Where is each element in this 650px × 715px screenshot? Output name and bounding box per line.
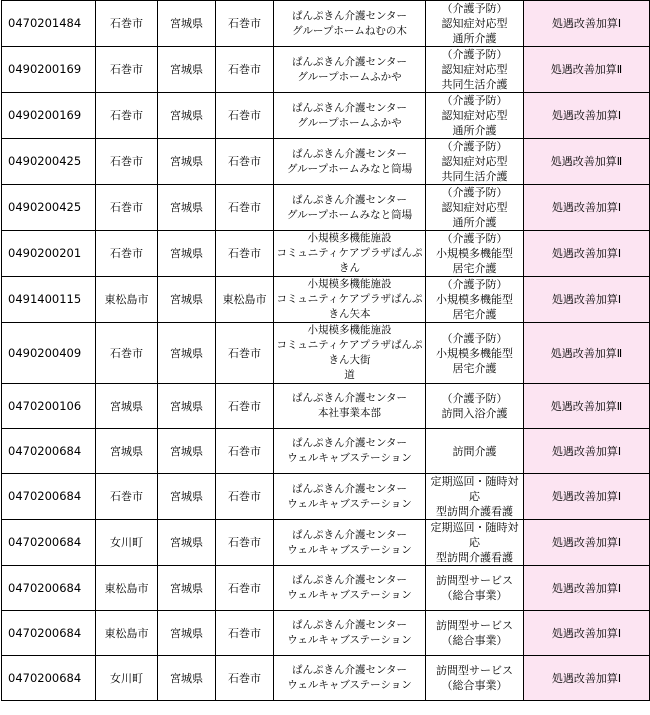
addon-cell: 処遇改善加算Ⅰ	[524, 429, 650, 474]
office-code-cell: 0490200201	[2, 231, 96, 277]
prefecture-cell: 宮城県	[158, 429, 216, 474]
facility-name-cell: ぱんぷきん介護センター ウェルキャブステーション	[274, 520, 426, 566]
addon-cell: 処遇改善加算Ⅰ	[524, 93, 650, 139]
table-row	[2, 139, 650, 185]
facility-name-cell: ぱんぷきん介護センター ウェルキャブステーション	[274, 429, 426, 474]
office-code-cell: 0490200425	[2, 185, 96, 231]
service-type-cell: （介護予防） 小規模多機能型 居宅介護	[426, 231, 524, 277]
service-area-cell: 女川町	[96, 520, 158, 566]
city-cell: 石巻市	[216, 47, 274, 93]
table-row	[2, 474, 650, 520]
facility-name-cell: ぱんぷきん介護センター グループホームみなと筒場	[274, 185, 426, 231]
service-type-cell: （介護予防） 認知症対応型 共同生活介護	[426, 139, 524, 185]
prefecture-cell: 宮城県	[158, 93, 216, 139]
service-type-cell: （介護予防） 認知症対応型 通所介護	[426, 93, 524, 139]
service-type-cell: （介護予防） 認知症対応型 共同生活介護	[426, 47, 524, 93]
service-type-cell: 定期巡回・随時対応 型訪問介護看護	[426, 474, 524, 520]
service-area-cell: 宮城県	[96, 429, 158, 474]
office-code-cell: 0470200684	[2, 520, 96, 566]
office-code-cell: 0490200409	[2, 323, 96, 384]
service-area-cell: 東松島市	[96, 277, 158, 323]
table-row	[2, 185, 650, 231]
service-area-cell: 石巻市	[96, 139, 158, 185]
city-cell: 石巻市	[216, 93, 274, 139]
addon-cell: 処遇改善加算Ⅰ	[524, 656, 650, 701]
service-type-cell: 訪問型サービス （総合事業）	[426, 611, 524, 656]
city-cell: 東松島市	[216, 277, 274, 323]
city-cell: 石巻市	[216, 474, 274, 520]
facility-name-cell: ぱんぷきん介護センター グループホームふかや	[274, 47, 426, 93]
city-cell: 石巻市	[216, 520, 274, 566]
table-row	[2, 384, 650, 429]
facility-name-cell: ぱんぷきん介護センター ウェルキャブステーション	[274, 611, 426, 656]
addon-cell: 処遇改善加算Ⅱ	[524, 47, 650, 93]
facility-name-cell: ぱんぷきん介護センター ウェルキャブステーション	[274, 566, 426, 611]
table-row	[2, 277, 650, 323]
addon-cell: 処遇改善加算Ⅰ	[524, 611, 650, 656]
addon-cell: 処遇改善加算Ⅱ	[524, 323, 650, 384]
facility-name-cell: ぱんぷきん介護センター グループホームねむの木	[274, 1, 426, 47]
prefecture-cell: 宮城県	[158, 520, 216, 566]
office-code-cell: 0470200684	[2, 656, 96, 701]
prefecture-cell: 宮城県	[158, 474, 216, 520]
facility-name-cell: ぱんぷきん介護センター 本社事業本部	[274, 384, 426, 429]
prefecture-cell: 宮城県	[158, 47, 216, 93]
table-row	[2, 47, 650, 93]
service-type-cell: （介護予防） 訪問入浴介護	[426, 384, 524, 429]
city-cell: 石巻市	[216, 611, 274, 656]
prefecture-cell: 宮城県	[158, 611, 216, 656]
service-type-cell: （介護予防） 認知症対応型 通所介護	[426, 185, 524, 231]
city-cell: 石巻市	[216, 566, 274, 611]
service-area-cell: 石巻市	[96, 47, 158, 93]
prefecture-cell: 宮城県	[158, 277, 216, 323]
service-type-cell: （介護予防） 小規模多機能型 居宅介護	[426, 277, 524, 323]
city-cell: 石巻市	[216, 323, 274, 384]
office-code-cell: 0490200169	[2, 93, 96, 139]
service-area-cell: 石巻市	[96, 1, 158, 47]
facility-name-cell: 小規模多機能施設 コミュニティケアプラザぱんぷきん	[274, 231, 426, 277]
prefecture-cell: 宮城県	[158, 384, 216, 429]
office-code-cell: 0491400115	[2, 277, 96, 323]
service-area-cell: 石巻市	[96, 185, 158, 231]
table-row	[2, 656, 650, 701]
office-code-cell: 0470200684	[2, 474, 96, 520]
table-row	[2, 1, 650, 47]
service-type-cell: （介護予防） 小規模多機能型 居宅介護	[426, 323, 524, 384]
service-area-cell: 宮城県	[96, 384, 158, 429]
prefecture-cell: 宮城県	[158, 656, 216, 701]
city-cell: 石巻市	[216, 139, 274, 185]
table-row	[2, 93, 650, 139]
prefecture-cell: 宮城県	[158, 139, 216, 185]
city-cell: 石巻市	[216, 1, 274, 47]
service-type-cell: 訪問型サービス （総合事業）	[426, 566, 524, 611]
service-area-cell: 東松島市	[96, 566, 158, 611]
addon-cell: 処遇改善加算Ⅱ	[524, 139, 650, 185]
facility-name-cell: ぱんぷきん介護センター ウェルキャブステーション	[274, 474, 426, 520]
city-cell: 石巻市	[216, 185, 274, 231]
prefecture-cell: 宮城県	[158, 231, 216, 277]
addon-cell: 処遇改善加算Ⅰ	[524, 277, 650, 323]
office-code-cell: 0490200169	[2, 47, 96, 93]
service-area-cell: 女川町	[96, 656, 158, 701]
addon-cell: 処遇改善加算Ⅰ	[524, 520, 650, 566]
office-code-cell: 0470201484	[2, 1, 96, 47]
office-code-cell: 0490200425	[2, 139, 96, 185]
addon-cell: 処遇改善加算Ⅱ	[524, 384, 650, 429]
table-row	[2, 231, 650, 277]
facility-name-cell: 小規模多機能施設 コミュニティケアプラザぱんぷきん矢本	[274, 277, 426, 323]
facility-table	[1, 0, 650, 701]
table-row	[2, 429, 650, 474]
prefecture-cell: 宮城県	[158, 1, 216, 47]
service-type-cell: 定期巡回・随時対応 型訪問介護看護	[426, 520, 524, 566]
addon-cell: 処遇改善加算Ⅰ	[524, 566, 650, 611]
service-area-cell: 石巻市	[96, 231, 158, 277]
table-row	[2, 520, 650, 566]
office-code-cell: 0470200684	[2, 566, 96, 611]
service-type-cell: 訪問介護	[426, 429, 524, 474]
facility-name-cell: ぱんぷきん介護センター グループホームみなと筒場	[274, 139, 426, 185]
table-body	[2, 1, 650, 701]
prefecture-cell: 宮城県	[158, 566, 216, 611]
addon-cell: 処遇改善加算Ⅰ	[524, 474, 650, 520]
addon-cell: 処遇改善加算Ⅰ	[524, 231, 650, 277]
facility-name-cell: ぱんぷきん介護センター ウェルキャブステーション	[274, 656, 426, 701]
city-cell: 石巻市	[216, 429, 274, 474]
service-area-cell: 東松島市	[96, 611, 158, 656]
office-code-cell: 0470200684	[2, 611, 96, 656]
prefecture-cell: 宮城県	[158, 185, 216, 231]
addon-cell: 処遇改善加算Ⅰ	[524, 1, 650, 47]
service-area-cell: 石巻市	[96, 474, 158, 520]
office-code-cell: 0470200106	[2, 384, 96, 429]
table-row	[2, 323, 650, 384]
prefecture-cell: 宮城県	[158, 323, 216, 384]
addon-cell: 処遇改善加算Ⅰ	[524, 185, 650, 231]
city-cell: 石巻市	[216, 384, 274, 429]
table-row	[2, 611, 650, 656]
city-cell: 石巻市	[216, 231, 274, 277]
service-area-cell: 石巻市	[96, 323, 158, 384]
table-row	[2, 566, 650, 611]
office-code-cell: 0470200684	[2, 429, 96, 474]
service-type-cell: 訪問型サービス （総合事業）	[426, 656, 524, 701]
facility-name-cell: ぱんぷきん介護センター グループホームふかや	[274, 93, 426, 139]
service-type-cell: （介護予防） 認知症対応型 通所介護	[426, 1, 524, 47]
facility-name-cell: 小規模多機能施設 コミュニティケアプラザぱんぷきん大街 道	[274, 323, 426, 384]
city-cell: 石巻市	[216, 656, 274, 701]
service-area-cell: 石巻市	[96, 93, 158, 139]
